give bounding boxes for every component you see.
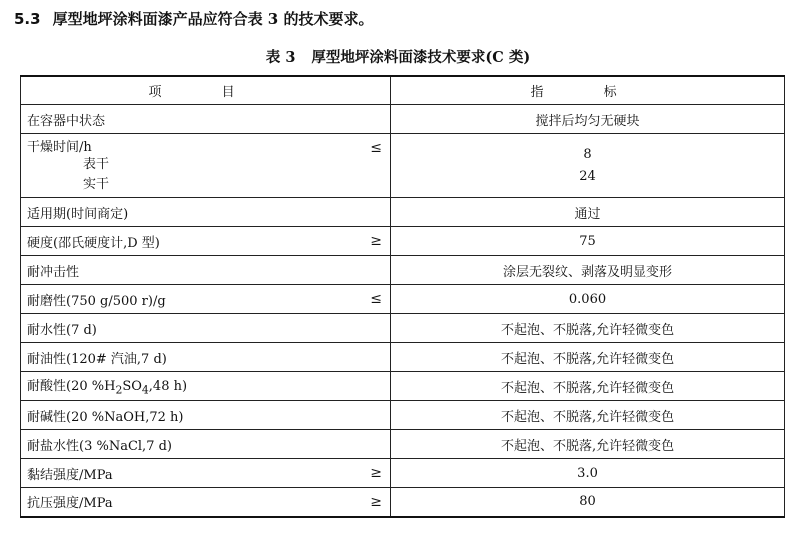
row-symbol <box>351 343 391 372</box>
row-subitem-hard-dry: 实干 <box>83 177 110 192</box>
table-row <box>21 459 785 488</box>
table-row <box>21 430 785 459</box>
row-subitem-surface-dry: 表干 <box>83 157 110 172</box>
clause-number: 5.3 <box>14 10 41 28</box>
row-value: 不起泡、不脱落,允许轻微变色 <box>391 343 785 372</box>
row-symbol: ≤ <box>351 134 391 198</box>
row-item: 黏结强度/MPa <box>21 459 351 488</box>
table-row <box>21 401 785 430</box>
table-row <box>21 227 785 256</box>
row-item: 干燥时间/h <box>27 140 92 155</box>
table-row <box>21 105 785 134</box>
spec-table <box>20 75 785 518</box>
row-symbol <box>351 401 391 430</box>
clause-text: 厚型地坪涂料面漆产品应符合表 3 的技术要求。 <box>52 10 374 28</box>
clause-heading <box>14 8 373 29</box>
row-symbol: ≥ <box>351 488 391 517</box>
row-symbol <box>351 198 391 227</box>
row-item-acid: 耐酸性(20 $\%H_2SO_4,48$ h) <box>21 372 351 401</box>
table-row <box>21 256 785 285</box>
table-row <box>21 488 785 517</box>
table-header-row <box>21 76 785 105</box>
header-item: 项 目 <box>21 76 391 105</box>
table-row <box>21 343 785 372</box>
row-value: 搅拌后均匀无硬块 <box>391 105 785 134</box>
row-item: 耐油性(120# 汽油,7 d) <box>21 343 351 372</box>
row-symbol <box>351 430 391 459</box>
row-value: 3.0 <box>391 459 785 488</box>
row-symbol: ≥ <box>351 227 391 256</box>
row-value-drying <box>391 134 785 198</box>
table-row <box>21 372 785 401</box>
row-value: 不起泡、不脱落,允许轻微变色 <box>391 401 785 430</box>
table-row <box>21 198 785 227</box>
row-value: 通过 <box>391 198 785 227</box>
row-value: 75 <box>391 227 785 256</box>
row-value: 0.060 <box>391 285 785 314</box>
header-index: 指 标 <box>391 76 785 105</box>
row-item: 适用期(时间商定) <box>21 198 351 227</box>
table-caption <box>0 46 796 67</box>
row-symbol <box>351 256 391 285</box>
row-symbol: ≥ <box>351 459 391 488</box>
row-value: 涂层无裂纹、剥落及明显变形 <box>391 256 785 285</box>
row-item: 耐磨性(750 g/500 r)/g <box>21 285 351 314</box>
row-item: 耐水性(7 d) <box>21 314 351 343</box>
row-value: 不起泡、不脱落,允许轻微变色 <box>391 430 785 459</box>
table-row <box>21 285 785 314</box>
row-value: 80 <box>391 488 785 517</box>
row-value-hard-dry: 24 <box>579 168 596 184</box>
table-row <box>21 134 785 198</box>
row-symbol <box>351 105 391 134</box>
row-item: 在容器中状态 <box>21 105 351 134</box>
row-value-surface-dry: 8 <box>583 146 592 162</box>
row-value: 不起泡、不脱落,允许轻微变色 <box>391 372 785 401</box>
row-item-drying <box>21 134 351 198</box>
row-symbol: ≤ <box>351 285 391 314</box>
row-item: 耐盐水性(3 %NaCl,7 d) <box>21 430 351 459</box>
row-item: 耐冲击性 <box>21 256 351 285</box>
row-item: 抗压强度/MPa <box>21 488 351 517</box>
row-symbol <box>351 372 391 401</box>
table-caption-label: 表 3 <box>265 49 296 66</box>
row-item: 硬度(邵氏硬度计,D 型) <box>21 227 351 256</box>
row-item: 耐碱性(20 %NaOH,72 h) <box>21 401 351 430</box>
table-row <box>21 314 785 343</box>
row-symbol <box>351 314 391 343</box>
row-value: 不起泡、不脱落,允许轻微变色 <box>391 314 785 343</box>
table-caption-title: 厚型地坪涂料面漆技术要求(C 类) <box>311 49 531 66</box>
